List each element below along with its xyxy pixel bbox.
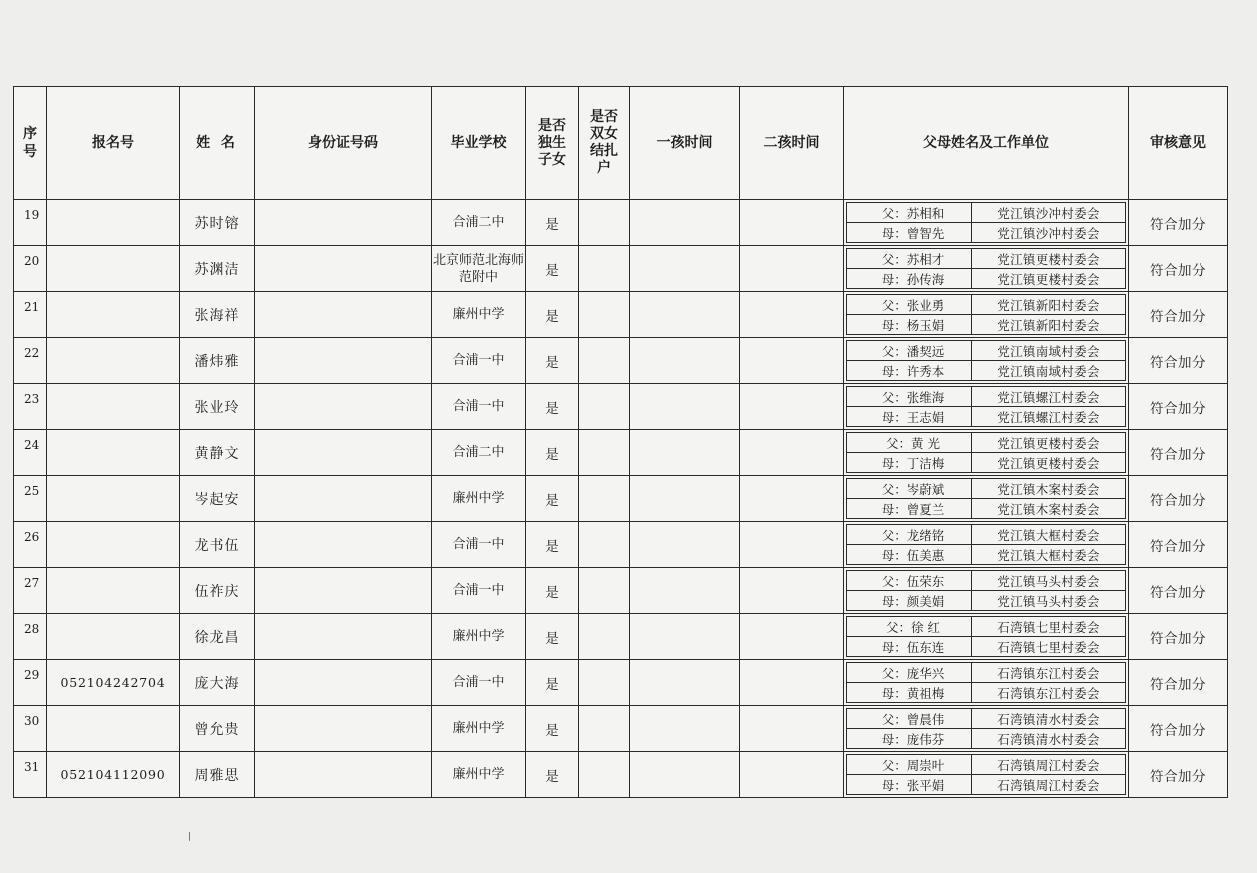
cell-seq: 21 — [14, 292, 47, 338]
cell-opinion: 符合加分 — [1129, 614, 1228, 660]
cell-second-child-time — [740, 476, 844, 522]
table-row — [14, 706, 1228, 752]
cell-second-child-time — [740, 338, 844, 384]
header-school: 毕业学校 — [432, 87, 526, 200]
mother-line — [847, 361, 1126, 381]
cell-seq: 23 — [14, 384, 47, 430]
cell-only-child: 是 — [526, 522, 579, 568]
review-table — [13, 86, 1228, 798]
cell-parents — [844, 522, 1129, 568]
cell-opinion: 符合加分 — [1129, 338, 1228, 384]
cell-school: 廉州中学 — [432, 706, 526, 752]
father-name: 父：庞华兴 — [847, 663, 972, 683]
cell-name: 周雅思 — [180, 752, 255, 798]
father-line — [847, 479, 1126, 499]
cell-second-child-time — [740, 522, 844, 568]
cell-second-child-time — [740, 246, 844, 292]
father-line — [847, 755, 1126, 775]
father-line — [847, 571, 1126, 591]
cell-school: 合浦一中 — [432, 568, 526, 614]
cell-two-daughters — [579, 384, 630, 430]
father-name: 父：黄 光 — [847, 433, 972, 453]
cell-school: 合浦一中 — [432, 338, 526, 384]
header-seq: 序号 — [14, 87, 47, 200]
cell-seq: 27 — [14, 568, 47, 614]
parents-subtable — [846, 432, 1126, 473]
cell-parents — [844, 338, 1129, 384]
cell-id-number — [255, 338, 432, 384]
cell-regno — [47, 384, 180, 430]
cell-parents — [844, 430, 1129, 476]
cell-school: 合浦一中 — [432, 384, 526, 430]
cell-two-daughters — [579, 522, 630, 568]
mother-unit: 党江镇沙冲村委会 — [972, 223, 1126, 243]
cell-first-child-time — [630, 200, 740, 246]
cell-name: 黄静文 — [180, 430, 255, 476]
table-row — [14, 200, 1228, 246]
mother-name: 母：杨玉娟 — [847, 315, 972, 335]
cell-two-daughters — [579, 614, 630, 660]
cell-seq: 29 — [14, 660, 47, 706]
cell-second-child-time — [740, 752, 844, 798]
father-name: 父：张业勇 — [847, 295, 972, 315]
parents-subtable — [846, 386, 1126, 427]
table-row — [14, 614, 1228, 660]
table-row — [14, 246, 1228, 292]
header-opinion: 审核意见 — [1129, 87, 1228, 200]
cell-parents — [844, 292, 1129, 338]
cell-parents — [844, 476, 1129, 522]
cell-school: 廉州中学 — [432, 292, 526, 338]
mother-name: 母：庞伟芬 — [847, 729, 972, 749]
cell-only-child: 是 — [526, 660, 579, 706]
mother-line — [847, 683, 1126, 703]
father-line — [847, 295, 1126, 315]
father-unit: 党江镇沙冲村委会 — [972, 203, 1126, 223]
header-only-child: 是否独生子女 — [526, 87, 579, 200]
cell-two-daughters — [579, 200, 630, 246]
cell-two-daughters — [579, 752, 630, 798]
cell-second-child-time — [740, 200, 844, 246]
father-unit: 石湾镇东江村委会 — [972, 663, 1126, 683]
mother-name: 母：曾智先 — [847, 223, 972, 243]
father-unit: 石湾镇七里村委会 — [972, 617, 1126, 637]
cell-only-child: 是 — [526, 752, 579, 798]
father-name: 父：岑蔚斌 — [847, 479, 972, 499]
cell-name: 庞大海 — [180, 660, 255, 706]
mother-unit: 党江镇螺江村委会 — [972, 407, 1126, 427]
parents-subtable — [846, 202, 1126, 243]
cell-second-child-time — [740, 292, 844, 338]
parents-subtable — [846, 294, 1126, 335]
parents-subtable — [846, 478, 1126, 519]
cell-school: 廉州中学 — [432, 476, 526, 522]
cell-school: 北京师范北海师范附中 — [432, 246, 526, 292]
cell-only-child: 是 — [526, 246, 579, 292]
cell-two-daughters — [579, 338, 630, 384]
mother-name: 母：颜美娟 — [847, 591, 972, 611]
cell-opinion: 符合加分 — [1129, 200, 1228, 246]
cell-regno — [47, 568, 180, 614]
father-name: 父：徐 红 — [847, 617, 972, 637]
header-name: 姓 名 — [180, 87, 255, 200]
mother-unit: 党江镇大框村委会 — [972, 545, 1126, 565]
cell-parents — [844, 752, 1129, 798]
cell-regno: 052104112090 — [47, 752, 180, 798]
cell-id-number — [255, 568, 432, 614]
cell-id-number — [255, 476, 432, 522]
table-row — [14, 522, 1228, 568]
cell-only-child: 是 — [526, 568, 579, 614]
scan-speck — [189, 832, 190, 841]
cell-opinion: 符合加分 — [1129, 292, 1228, 338]
cell-parents — [844, 246, 1129, 292]
cell-opinion: 符合加分 — [1129, 522, 1228, 568]
cell-id-number — [255, 752, 432, 798]
cell-seq: 28 — [14, 614, 47, 660]
cell-school: 合浦一中 — [432, 660, 526, 706]
cell-name: 张海祥 — [180, 292, 255, 338]
cell-opinion: 符合加分 — [1129, 430, 1228, 476]
cell-first-child-time — [630, 522, 740, 568]
cell-regno — [47, 522, 180, 568]
cell-parents — [844, 614, 1129, 660]
header-two-daughters: 是否双女结扎户 — [579, 87, 630, 200]
cell-name: 张业玲 — [180, 384, 255, 430]
table-row — [14, 338, 1228, 384]
father-unit: 石湾镇周江村委会 — [972, 755, 1126, 775]
mother-name: 母：黄祖梅 — [847, 683, 972, 703]
parents-subtable — [846, 754, 1126, 795]
father-unit: 党江镇南域村委会 — [972, 341, 1126, 361]
header-first-child-time: 一孩时间 — [630, 87, 740, 200]
mother-unit: 党江镇马头村委会 — [972, 591, 1126, 611]
cell-regno — [47, 430, 180, 476]
cell-seq: 26 — [14, 522, 47, 568]
mother-line — [847, 637, 1126, 657]
father-line — [847, 525, 1126, 545]
cell-name: 苏渊洁 — [180, 246, 255, 292]
father-line — [847, 617, 1126, 637]
cell-seq: 22 — [14, 338, 47, 384]
mother-unit: 党江镇南域村委会 — [972, 361, 1126, 381]
parents-subtable — [846, 248, 1126, 289]
cell-first-child-time — [630, 338, 740, 384]
cell-regno — [47, 246, 180, 292]
cell-name: 苏时镕 — [180, 200, 255, 246]
header-second-child-time: 二孩时间 — [740, 87, 844, 200]
cell-name: 潘炜雅 — [180, 338, 255, 384]
cell-id-number — [255, 660, 432, 706]
cell-seq: 25 — [14, 476, 47, 522]
parents-subtable — [846, 708, 1126, 749]
mother-name: 母：孙传海 — [847, 269, 972, 289]
cell-seq: 20 — [14, 246, 47, 292]
cell-name: 龙书伍 — [180, 522, 255, 568]
cell-two-daughters — [579, 246, 630, 292]
cell-only-child: 是 — [526, 430, 579, 476]
cell-school: 廉州中学 — [432, 614, 526, 660]
father-unit: 党江镇更楼村委会 — [972, 249, 1126, 269]
mother-name: 母：丁洁梅 — [847, 453, 972, 473]
cell-id-number — [255, 384, 432, 430]
cell-first-child-time — [630, 568, 740, 614]
mother-unit: 石湾镇清水村委会 — [972, 729, 1126, 749]
cell-id-number — [255, 706, 432, 752]
father-unit: 党江镇木案村委会 — [972, 479, 1126, 499]
cell-first-child-time — [630, 614, 740, 660]
mother-unit: 石湾镇七里村委会 — [972, 637, 1126, 657]
table-row — [14, 430, 1228, 476]
cell-name: 徐龙昌 — [180, 614, 255, 660]
parents-subtable — [846, 570, 1126, 611]
cell-regno — [47, 476, 180, 522]
cell-id-number — [255, 246, 432, 292]
cell-two-daughters — [579, 292, 630, 338]
mother-unit: 党江镇木案村委会 — [972, 499, 1126, 519]
father-line — [847, 203, 1126, 223]
header-regno: 报名号 — [47, 87, 180, 200]
father-line — [847, 341, 1126, 361]
table-row — [14, 384, 1228, 430]
table-row — [14, 568, 1228, 614]
header-row — [14, 87, 1228, 200]
cell-id-number — [255, 430, 432, 476]
parents-subtable — [846, 340, 1126, 381]
cell-second-child-time — [740, 660, 844, 706]
header-id-number: 身份证号码 — [255, 87, 432, 200]
father-name: 父：周崇叶 — [847, 755, 972, 775]
father-line — [847, 433, 1126, 453]
mother-name: 母：许秀本 — [847, 361, 972, 381]
cell-school: 合浦一中 — [432, 522, 526, 568]
father-line — [847, 387, 1126, 407]
mother-line — [847, 775, 1126, 795]
cell-only-child: 是 — [526, 200, 579, 246]
cell-parents — [844, 384, 1129, 430]
cell-only-child: 是 — [526, 338, 579, 384]
mother-unit: 石湾镇东江村委会 — [972, 683, 1126, 703]
cell-opinion: 符合加分 — [1129, 384, 1228, 430]
mother-line — [847, 269, 1126, 289]
father-name: 父：潘契远 — [847, 341, 972, 361]
mother-unit: 党江镇更楼村委会 — [972, 269, 1126, 289]
father-name: 父：苏相和 — [847, 203, 972, 223]
mother-unit: 党江镇更楼村委会 — [972, 453, 1126, 473]
cell-first-child-time — [630, 476, 740, 522]
cell-only-child: 是 — [526, 476, 579, 522]
mother-name: 母：伍东连 — [847, 637, 972, 657]
cell-second-child-time — [740, 614, 844, 660]
father-unit: 党江镇更楼村委会 — [972, 433, 1126, 453]
cell-parents — [844, 660, 1129, 706]
father-name: 父：伍荣东 — [847, 571, 972, 591]
father-unit: 党江镇马头村委会 — [972, 571, 1126, 591]
cell-id-number — [255, 614, 432, 660]
cell-two-daughters — [579, 476, 630, 522]
mother-line — [847, 453, 1126, 473]
cell-regno — [47, 706, 180, 752]
table-row — [14, 476, 1228, 522]
cell-opinion: 符合加分 — [1129, 568, 1228, 614]
cell-seq: 30 — [14, 706, 47, 752]
mother-line — [847, 223, 1126, 243]
father-name: 父：苏相才 — [847, 249, 972, 269]
cell-second-child-time — [740, 568, 844, 614]
cell-name: 伍祚庆 — [180, 568, 255, 614]
header-parents: 父母姓名及工作单位 — [844, 87, 1129, 200]
cell-two-daughters — [579, 706, 630, 752]
mother-line — [847, 729, 1126, 749]
cell-id-number — [255, 292, 432, 338]
cell-only-child: 是 — [526, 292, 579, 338]
cell-seq: 24 — [14, 430, 47, 476]
cell-first-child-time — [630, 292, 740, 338]
father-unit: 党江镇大框村委会 — [972, 525, 1126, 545]
cell-seq: 31 — [14, 752, 47, 798]
mother-line — [847, 315, 1126, 335]
mother-name: 母：王志娟 — [847, 407, 972, 427]
cell-first-child-time — [630, 706, 740, 752]
cell-opinion: 符合加分 — [1129, 706, 1228, 752]
parents-subtable — [846, 524, 1126, 565]
father-unit: 党江镇螺江村委会 — [972, 387, 1126, 407]
cell-name: 岑起安 — [180, 476, 255, 522]
father-name: 父：龙绪铭 — [847, 525, 972, 545]
cell-regno: 052104242704 — [47, 660, 180, 706]
cell-opinion: 符合加分 — [1129, 476, 1228, 522]
table-row — [14, 660, 1228, 706]
cell-first-child-time — [630, 384, 740, 430]
cell-school: 合浦二中 — [432, 200, 526, 246]
table-row — [14, 752, 1228, 798]
cell-second-child-time — [740, 384, 844, 430]
cell-regno — [47, 292, 180, 338]
cell-school: 合浦二中 — [432, 430, 526, 476]
mother-line — [847, 545, 1126, 565]
cell-first-child-time — [630, 430, 740, 476]
cell-only-child: 是 — [526, 706, 579, 752]
cell-first-child-time — [630, 246, 740, 292]
father-line — [847, 663, 1126, 683]
mother-unit: 党江镇新阳村委会 — [972, 315, 1126, 335]
mother-name: 母：张平娟 — [847, 775, 972, 795]
mother-unit: 石湾镇周江村委会 — [972, 775, 1126, 795]
cell-first-child-time — [630, 660, 740, 706]
father-unit: 党江镇新阳村委会 — [972, 295, 1126, 315]
cell-only-child: 是 — [526, 614, 579, 660]
cell-second-child-time — [740, 706, 844, 752]
cell-opinion: 符合加分 — [1129, 246, 1228, 292]
mother-line — [847, 407, 1126, 427]
cell-seq: 19 — [14, 200, 47, 246]
cell-two-daughters — [579, 660, 630, 706]
cell-regno — [47, 200, 180, 246]
cell-first-child-time — [630, 752, 740, 798]
cell-parents — [844, 568, 1129, 614]
cell-two-daughters — [579, 430, 630, 476]
cell-parents — [844, 706, 1129, 752]
cell-id-number — [255, 522, 432, 568]
cell-only-child: 是 — [526, 384, 579, 430]
cell-second-child-time — [740, 430, 844, 476]
mother-name: 母：伍美惠 — [847, 545, 972, 565]
cell-opinion: 符合加分 — [1129, 752, 1228, 798]
cell-regno — [47, 614, 180, 660]
cell-opinion: 符合加分 — [1129, 660, 1228, 706]
table-row — [14, 292, 1228, 338]
father-line — [847, 709, 1126, 729]
father-line — [847, 249, 1126, 269]
parents-subtable — [846, 616, 1126, 657]
mother-line — [847, 499, 1126, 519]
cell-school: 廉州中学 — [432, 752, 526, 798]
parents-subtable — [846, 662, 1126, 703]
cell-name: 曾允贵 — [180, 706, 255, 752]
father-unit: 石湾镇清水村委会 — [972, 709, 1126, 729]
father-name: 父：曾晨伟 — [847, 709, 972, 729]
cell-parents — [844, 200, 1129, 246]
cell-id-number — [255, 200, 432, 246]
mother-name: 母：曾夏兰 — [847, 499, 972, 519]
cell-regno — [47, 338, 180, 384]
mother-line — [847, 591, 1126, 611]
cell-two-daughters — [579, 568, 630, 614]
father-name: 父：张维海 — [847, 387, 972, 407]
